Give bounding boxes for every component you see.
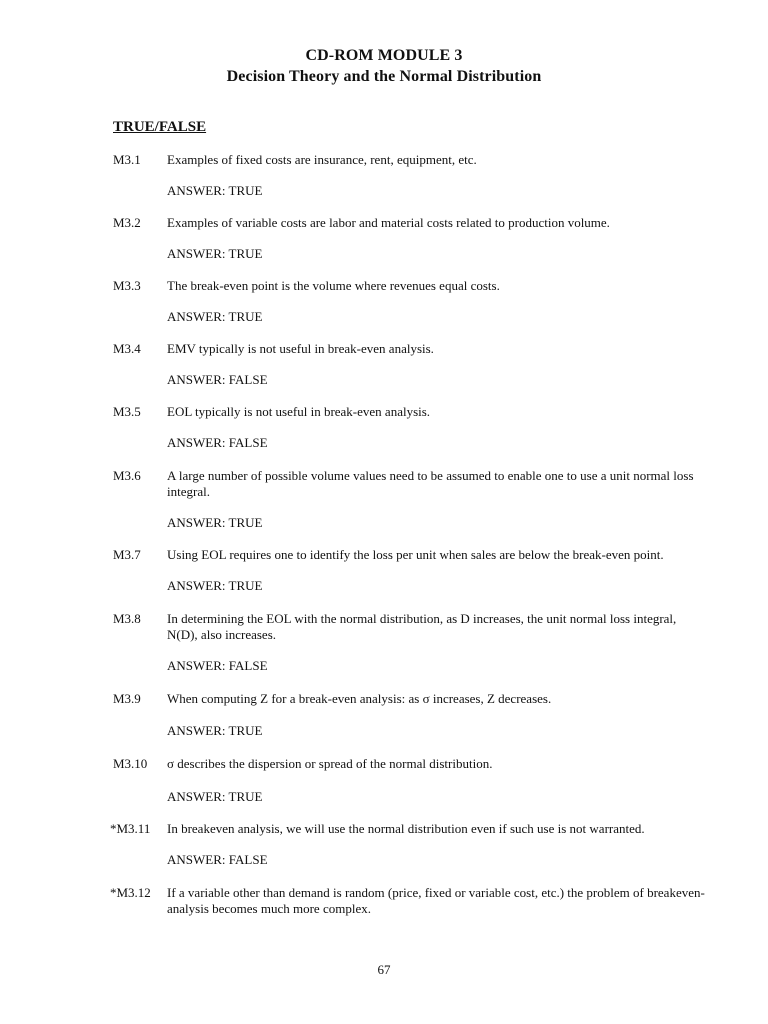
question-number: M3.4	[113, 341, 141, 356]
question-text: Examples of fixed costs are insurance, rent, equipment, etc.	[167, 152, 477, 167]
section-heading: TRUE/FALSE	[113, 119, 207, 135]
question-text: When computing Z for a break-even analysis: as σ increases, Z decreases.	[167, 691, 552, 706]
question-number: *M3.12	[110, 885, 151, 900]
question-answer: ANSWER: TRUE	[167, 183, 263, 198]
question-number: M3.3	[113, 278, 141, 293]
module-title: CD-ROM MODULE 3	[305, 47, 463, 64]
question-text: EMV typically is not useful in break-even analysis.	[167, 341, 434, 356]
question-text: If a variable other than demand is random (price, fixed or variable cost, etc.) the problem of breakeven-analysis becomes much more complex.	[167, 885, 705, 916]
question-text: EOL typically is not useful in break-even analysis.	[167, 404, 431, 419]
question-number: M3.6	[113, 468, 141, 483]
question-text: In breakeven analysis, we will use the normal distribution even if such use is not warranted.	[167, 821, 645, 836]
question-number: *M3.11	[110, 821, 151, 836]
module-subtitle: Decision Theory and the Normal Distribution	[226, 68, 542, 85]
question-answer: ANSWER: TRUE	[167, 246, 263, 261]
question-number: M3.1	[113, 152, 141, 167]
question-answer: ANSWER: FALSE	[167, 658, 268, 673]
question-answer: ANSWER: FALSE	[167, 852, 268, 867]
question-number: M3.8	[113, 611, 141, 626]
question-number: M3.5	[113, 404, 141, 419]
question-answer: ANSWER: FALSE	[167, 435, 268, 450]
question-text: Using EOL requires one to identify the loss per unit when sales are below the break-even point.	[167, 547, 664, 562]
page-number: 67	[377, 962, 391, 977]
question-answer: ANSWER: TRUE	[167, 515, 263, 530]
question-answer: ANSWER: FALSE	[167, 372, 268, 387]
question-text: In determining the EOL with the normal distribution, as D increases, the unit normal loss integral, N(D), also increases.	[167, 611, 677, 642]
question-text: σ describes the dispersion or spread of the normal distribution.	[167, 756, 493, 771]
question-number: M3.10	[113, 756, 148, 771]
question-text: The break-even point is the volume where revenues equal costs.	[167, 278, 500, 293]
question-answer: ANSWER: TRUE	[167, 789, 263, 804]
question-number: M3.7	[113, 547, 141, 562]
question-answer: ANSWER: TRUE	[167, 578, 263, 593]
question-answer: ANSWER: TRUE	[167, 723, 263, 738]
question-number: M3.9	[113, 691, 141, 706]
question-answer: ANSWER: TRUE	[167, 309, 263, 324]
question-text: Examples of variable costs are labor and material costs related to production volume.	[167, 215, 610, 230]
question-text: A large number of possible volume values need to be assumed to enable one to use a unit normal loss integral.	[167, 468, 694, 499]
question-number: M3.2	[113, 215, 141, 230]
